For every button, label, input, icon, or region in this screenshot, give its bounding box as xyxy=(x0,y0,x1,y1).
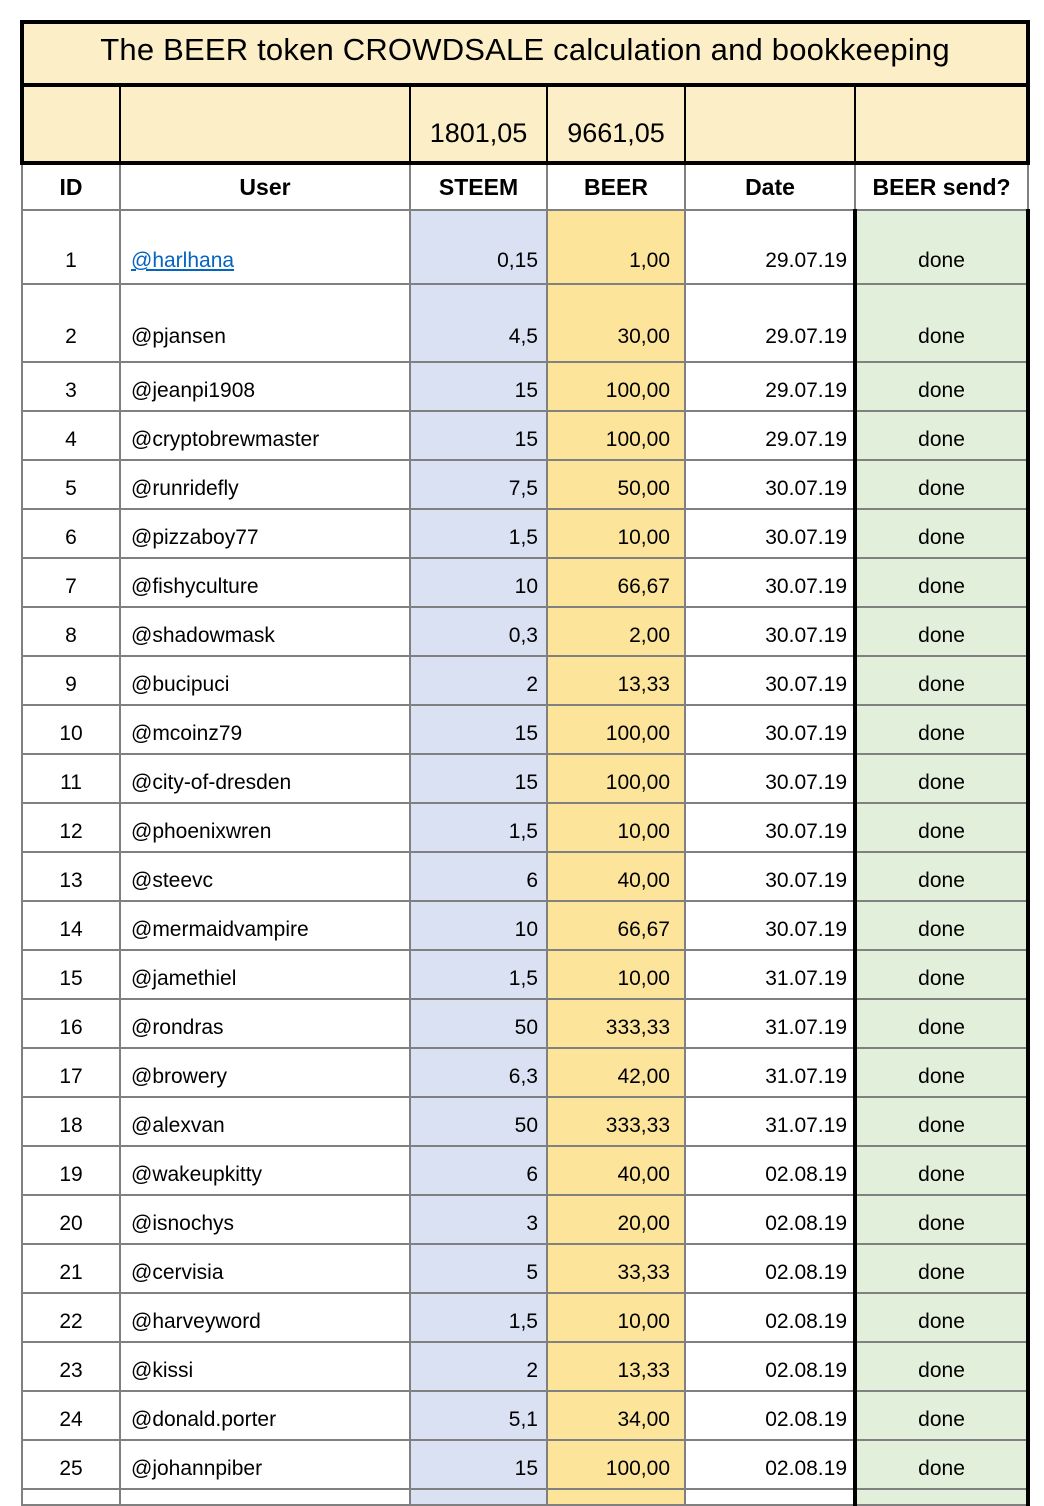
row-send-status-cell: done xyxy=(855,754,1028,803)
row-id-cell: 21 xyxy=(22,1244,120,1293)
table-row xyxy=(22,362,1028,411)
row-id-cell: 25 xyxy=(22,1440,120,1489)
row-steem-cell: 0,15 xyxy=(410,210,547,284)
row-steem-cell: 10 xyxy=(410,558,547,607)
row-steem-cell: 50 xyxy=(410,1097,547,1146)
row-beer-cell: 333,33 xyxy=(547,1097,685,1146)
table-row xyxy=(22,1244,1028,1293)
row-steem-cell: 5 xyxy=(410,1244,547,1293)
row-send-status-cell: done xyxy=(855,656,1028,705)
table-row-partial xyxy=(22,1489,1028,1505)
row-id-cell: 5 xyxy=(22,460,120,509)
row-steem-cell: 6 xyxy=(410,1146,547,1195)
totals-user-cell xyxy=(120,85,410,163)
row-steem-cell: 50 xyxy=(410,999,547,1048)
row-date-cell: 31.07.19 xyxy=(685,999,855,1048)
row-send-status-cell: done xyxy=(855,210,1028,284)
row-steem-cell: 15 xyxy=(410,362,547,411)
row-id-cell: 2 xyxy=(22,284,120,362)
row-user-cell: @jamethiel xyxy=(120,950,410,999)
table-row xyxy=(22,1440,1028,1489)
row-send-status-cell: done xyxy=(855,607,1028,656)
table-row xyxy=(22,852,1028,901)
page-title: The BEER token CROWDSALE calculation and bookkeeping xyxy=(22,22,1028,85)
row-send-status-cell: done xyxy=(855,1146,1028,1195)
row-date-cell: 30.07.19 xyxy=(685,901,855,950)
row-date-cell: 02.08.19 xyxy=(685,1293,855,1342)
column-header-row xyxy=(22,163,1028,210)
row-beer-cell: 10,00 xyxy=(547,803,685,852)
table-row xyxy=(22,607,1028,656)
table-row xyxy=(22,950,1028,999)
row-send-status-cell: done xyxy=(855,558,1028,607)
row-steem-cell: 1,5 xyxy=(410,950,547,999)
row-cell-partial xyxy=(410,1489,547,1505)
row-send-status-cell: done xyxy=(855,1048,1028,1097)
row-beer-cell: 10,00 xyxy=(547,950,685,999)
row-beer-cell: 42,00 xyxy=(547,1048,685,1097)
totals-row xyxy=(22,85,1028,163)
row-user-cell xyxy=(120,210,410,284)
row-user-cell: @rondras xyxy=(120,999,410,1048)
row-steem-cell: 7,5 xyxy=(410,460,547,509)
user-link[interactable]: @harlhana xyxy=(131,249,235,272)
row-send-status-cell: done xyxy=(855,1244,1028,1293)
row-id-cell: 23 xyxy=(22,1342,120,1391)
row-date-cell: 02.08.19 xyxy=(685,1146,855,1195)
row-id-cell: 3 xyxy=(22,362,120,411)
row-user-cell: @pizzaboy77 xyxy=(120,509,410,558)
row-date-cell: 30.07.19 xyxy=(685,607,855,656)
row-date-cell: 30.07.19 xyxy=(685,803,855,852)
row-steem-cell: 1,5 xyxy=(410,803,547,852)
row-user-cell: @cervisia xyxy=(120,1244,410,1293)
row-date-cell: 30.07.19 xyxy=(685,852,855,901)
row-date-cell: 29.07.19 xyxy=(685,210,855,284)
row-steem-cell: 10 xyxy=(410,901,547,950)
table-row xyxy=(22,558,1028,607)
row-user-cell: @johannpiber xyxy=(120,1440,410,1489)
row-id-cell: 4 xyxy=(22,411,120,460)
row-user-cell: @cryptobrewmaster xyxy=(120,411,410,460)
row-send-status-cell: done xyxy=(855,1440,1028,1489)
row-send-status-cell: done xyxy=(855,362,1028,411)
row-id-cell: 12 xyxy=(22,803,120,852)
row-id-cell: 6 xyxy=(22,509,120,558)
row-steem-cell: 2 xyxy=(410,656,547,705)
table-row xyxy=(22,210,1028,284)
row-steem-cell: 5,1 xyxy=(410,1391,547,1440)
row-steem-cell: 15 xyxy=(410,411,547,460)
row-beer-cell: 66,67 xyxy=(547,558,685,607)
row-date-cell: 29.07.19 xyxy=(685,411,855,460)
row-beer-cell: 2,00 xyxy=(547,607,685,656)
row-date-cell: 29.07.19 xyxy=(685,284,855,362)
row-beer-cell: 100,00 xyxy=(547,1440,685,1489)
row-user-cell: @mcoinz79 xyxy=(120,705,410,754)
row-cell-partial xyxy=(855,1489,1028,1505)
row-date-cell: 02.08.19 xyxy=(685,1342,855,1391)
row-user-cell: @harveyword xyxy=(120,1293,410,1342)
row-steem-cell: 15 xyxy=(410,1440,547,1489)
row-user-cell: @jeanpi1908 xyxy=(120,362,410,411)
row-id-cell: 17 xyxy=(22,1048,120,1097)
column-header-user: User xyxy=(120,163,410,210)
table-row xyxy=(22,1097,1028,1146)
row-id-cell: 24 xyxy=(22,1391,120,1440)
row-send-status-cell: done xyxy=(855,901,1028,950)
row-date-cell: 29.07.19 xyxy=(685,362,855,411)
row-user-cell: @pjansen xyxy=(120,284,410,362)
row-beer-cell: 10,00 xyxy=(547,1293,685,1342)
row-send-status-cell: done xyxy=(855,1097,1028,1146)
row-beer-cell: 100,00 xyxy=(547,362,685,411)
row-beer-cell: 10,00 xyxy=(547,509,685,558)
table-row xyxy=(22,509,1028,558)
row-id-cell: 11 xyxy=(22,754,120,803)
row-date-cell: 02.08.19 xyxy=(685,1440,855,1489)
row-id-cell: 16 xyxy=(22,999,120,1048)
row-steem-cell: 1,5 xyxy=(410,509,547,558)
table-row xyxy=(22,1293,1028,1342)
row-date-cell: 31.07.19 xyxy=(685,1097,855,1146)
table-row xyxy=(22,284,1028,362)
row-date-cell: 30.07.19 xyxy=(685,509,855,558)
table-row xyxy=(22,411,1028,460)
row-beer-cell: 13,33 xyxy=(547,1342,685,1391)
row-id-cell: 18 xyxy=(22,1097,120,1146)
row-user-cell: @steevc xyxy=(120,852,410,901)
row-send-status-cell: done xyxy=(855,999,1028,1048)
row-user-cell: @runridefly xyxy=(120,460,410,509)
row-send-status-cell: done xyxy=(855,950,1028,999)
row-steem-cell: 0,3 xyxy=(410,607,547,656)
totals-beer-value: 9661,05 xyxy=(547,85,685,163)
row-beer-cell: 333,33 xyxy=(547,999,685,1048)
column-header-date: Date xyxy=(685,163,855,210)
row-beer-cell: 40,00 xyxy=(547,852,685,901)
column-header-send: BEER send? xyxy=(855,163,1028,210)
row-beer-cell: 13,33 xyxy=(547,656,685,705)
row-date-cell: 31.07.19 xyxy=(685,950,855,999)
row-cell-partial xyxy=(22,1489,120,1505)
row-user-cell: @fishyculture xyxy=(120,558,410,607)
row-send-status-cell: done xyxy=(855,1342,1028,1391)
totals-id-cell xyxy=(22,85,120,163)
row-date-cell: 02.08.19 xyxy=(685,1195,855,1244)
row-user-cell: @alexvan xyxy=(120,1097,410,1146)
row-send-status-cell: done xyxy=(855,509,1028,558)
column-header-id: ID xyxy=(22,163,120,210)
row-user-cell: @donald.porter xyxy=(120,1391,410,1440)
table-row xyxy=(22,901,1028,950)
row-steem-cell: 1,5 xyxy=(410,1293,547,1342)
row-id-cell: 1 xyxy=(22,210,120,284)
row-date-cell: 30.07.19 xyxy=(685,705,855,754)
row-id-cell: 19 xyxy=(22,1146,120,1195)
row-date-cell: 30.07.19 xyxy=(685,754,855,803)
row-cell-partial xyxy=(685,1489,855,1505)
row-date-cell: 30.07.19 xyxy=(685,656,855,705)
row-beer-cell: 33,33 xyxy=(547,1244,685,1293)
row-beer-cell: 34,00 xyxy=(547,1391,685,1440)
row-steem-cell: 6,3 xyxy=(410,1048,547,1097)
row-steem-cell: 15 xyxy=(410,705,547,754)
table-row xyxy=(22,803,1028,852)
row-user-cell: @mermaidvampire xyxy=(120,901,410,950)
row-beer-cell: 100,00 xyxy=(547,705,685,754)
row-beer-cell: 100,00 xyxy=(547,411,685,460)
row-date-cell: 30.07.19 xyxy=(685,558,855,607)
row-beer-cell: 40,00 xyxy=(547,1146,685,1195)
row-user-cell: @shadowmask xyxy=(120,607,410,656)
row-user-cell: @kissi xyxy=(120,1342,410,1391)
crowdsale-table xyxy=(20,20,1030,1506)
row-user-cell: @bucipuci xyxy=(120,656,410,705)
row-id-cell: 8 xyxy=(22,607,120,656)
row-user-cell: @phoenixwren xyxy=(120,803,410,852)
row-cell-partial xyxy=(547,1489,685,1505)
row-date-cell: 02.08.19 xyxy=(685,1244,855,1293)
row-date-cell: 30.07.19 xyxy=(685,460,855,509)
row-send-status-cell: done xyxy=(855,1391,1028,1440)
row-send-status-cell: done xyxy=(855,852,1028,901)
row-cell-partial xyxy=(120,1489,410,1505)
row-beer-cell: 66,67 xyxy=(547,901,685,950)
title-row xyxy=(22,22,1028,85)
row-id-cell: 7 xyxy=(22,558,120,607)
table-row xyxy=(22,999,1028,1048)
row-user-cell: @browery xyxy=(120,1048,410,1097)
row-id-cell: 13 xyxy=(22,852,120,901)
row-user-cell: @isnochys xyxy=(120,1195,410,1244)
row-send-status-cell: done xyxy=(855,705,1028,754)
totals-send-cell xyxy=(855,85,1028,163)
row-id-cell: 9 xyxy=(22,656,120,705)
table-row xyxy=(22,1342,1028,1391)
row-steem-cell: 2 xyxy=(410,1342,547,1391)
row-user-cell: @city-of-dresden xyxy=(120,754,410,803)
row-beer-cell: 30,00 xyxy=(547,284,685,362)
row-beer-cell: 20,00 xyxy=(547,1195,685,1244)
row-id-cell: 20 xyxy=(22,1195,120,1244)
row-id-cell: 10 xyxy=(22,705,120,754)
row-user-cell: @wakeupkitty xyxy=(120,1146,410,1195)
row-send-status-cell: done xyxy=(855,284,1028,362)
row-send-status-cell: done xyxy=(855,1293,1028,1342)
table-row xyxy=(22,1048,1028,1097)
column-header-beer: BEER xyxy=(547,163,685,210)
row-send-status-cell: done xyxy=(855,411,1028,460)
row-beer-cell: 100,00 xyxy=(547,754,685,803)
row-date-cell: 02.08.19 xyxy=(685,1391,855,1440)
row-send-status-cell: done xyxy=(855,803,1028,852)
table-row xyxy=(22,754,1028,803)
row-steem-cell: 4,5 xyxy=(410,284,547,362)
totals-steem-value: 1801,05 xyxy=(410,85,547,163)
table-row xyxy=(22,705,1028,754)
table-row xyxy=(22,460,1028,509)
row-steem-cell: 6 xyxy=(410,852,547,901)
row-id-cell: 14 xyxy=(22,901,120,950)
row-send-status-cell: done xyxy=(855,1195,1028,1244)
table-row xyxy=(22,1391,1028,1440)
row-id-cell: 22 xyxy=(22,1293,120,1342)
row-send-status-cell: done xyxy=(855,460,1028,509)
table-row xyxy=(22,1146,1028,1195)
row-id-cell: 15 xyxy=(22,950,120,999)
table-row xyxy=(22,656,1028,705)
column-header-steem: STEEM xyxy=(410,163,547,210)
row-steem-cell: 3 xyxy=(410,1195,547,1244)
row-beer-cell: 50,00 xyxy=(547,460,685,509)
table-row xyxy=(22,1195,1028,1244)
row-steem-cell: 15 xyxy=(410,754,547,803)
row-beer-cell: 1,00 xyxy=(547,210,685,284)
totals-date-cell xyxy=(685,85,855,163)
row-date-cell: 31.07.19 xyxy=(685,1048,855,1097)
